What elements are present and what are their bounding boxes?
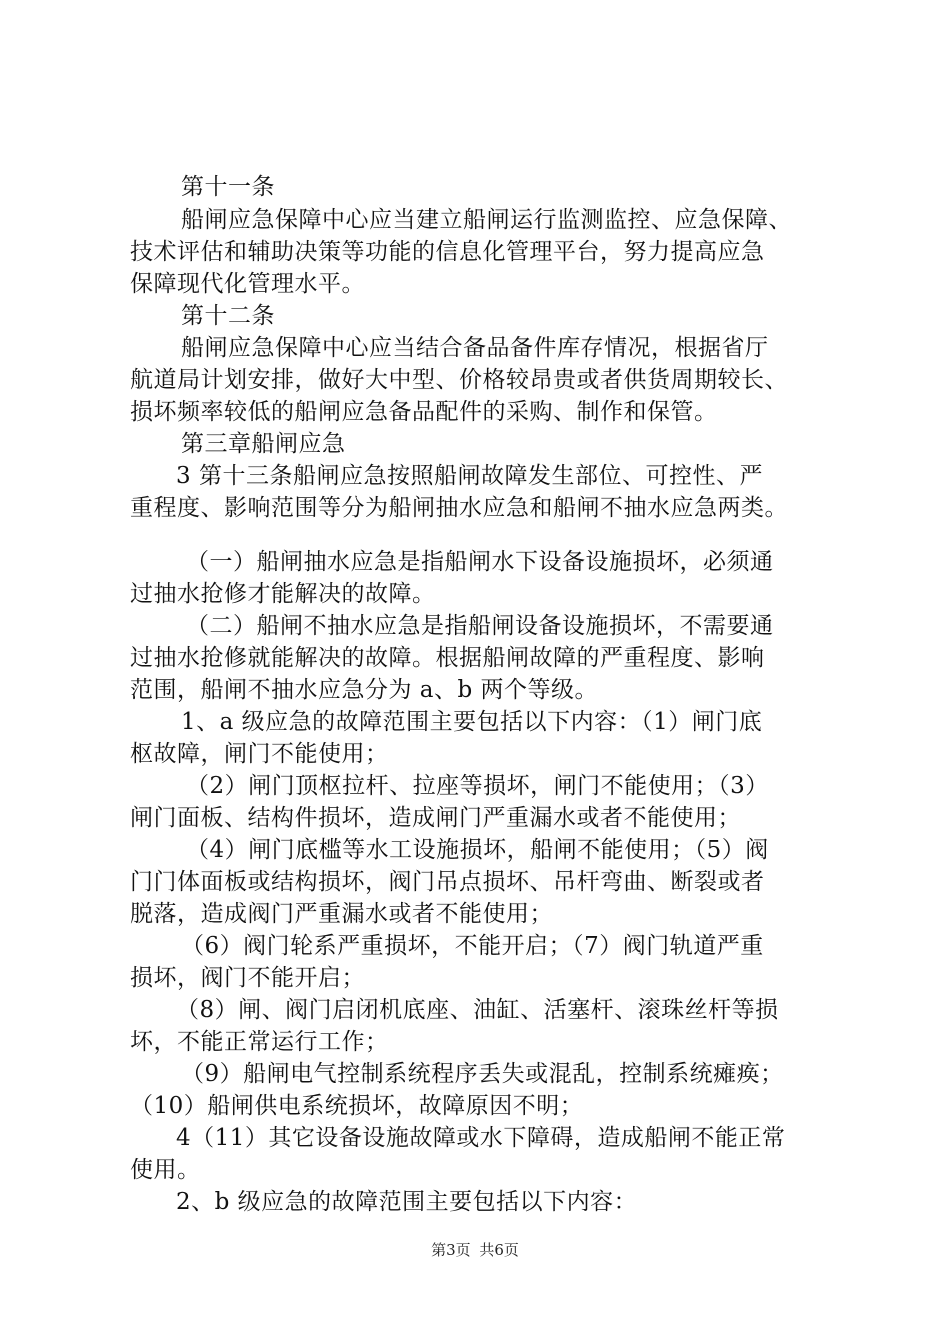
text-line: （10）船闸供电系统损坏，故障原因不明； [130,1093,584,1119]
text-line: 重程度、影响范围等分为船闸抽水应急和船闸不抽水应急两类。 [130,495,788,521]
text-line: 技术评估和辅助决策等功能的信息化管理平台，努力提高应急 [130,239,765,265]
text-line: 3 第十三条船闸应急按照船闸故障发生部位、可控性、严 [176,463,763,489]
text-line: 闸门面板、结构件损坏，造成闸门严重漏水或者不能使用； [130,805,741,831]
text-line: 门门体面板或结构损坏，阀门吊点损坏、吊杆弯曲、断裂或者 [130,869,765,895]
text-line: （2）闸门顶枢拉杆、拉座等损坏，闸门不能使用；（3） [186,773,769,799]
text-line: 枢故障，闸门不能使用； [130,741,389,767]
text-line: 航道局计划安排，做好大中型、价格较昂贵或者供货周期较长、 [130,367,788,393]
text-line: 船闸应急保障中心应当建立船闸运行监测监控、应急保障、 [181,207,792,233]
page-footer [0,1240,950,1260]
text-line: 范围，船闸不抽水应急分为 a、b 两个等级。 [130,677,599,703]
text-line: 过抽水抢修就能解决的故障。根据船闸故障的严重程度、影响 [130,645,765,671]
text-line: 损坏，阀门不能开启； [130,965,365,991]
page-total: 共6页 [479,1241,519,1259]
text-line: （6）阀门轮系严重损坏，不能开启；（7）阀门轨道严重 [181,933,764,959]
text-line: 1、a 级应急的故障范围主要包括以下内容：（1）闸门底 [181,709,763,735]
text-line: 第十二条 [181,303,275,329]
text-line: （二）船闸不抽水应急是指船闸设备设施损坏，不需要通 [186,613,774,639]
text-line: （8）闸、阀门启闭机底座、油缸、活塞杆、滚珠丝杆等损 [176,997,779,1023]
text-line: 第三章船闸应急 [181,431,346,457]
text-line: 损坏频率较低的船闸应急备品配件的采购、制作和保管。 [130,399,718,425]
text-line: 船闸应急保障中心应当结合备品备件库存情况，根据省厅 [181,335,769,361]
text-line: 使用。 [130,1157,201,1183]
text-line: 4（11）其它设备设施故障或水下障碍，造成船闸不能正常 [176,1125,786,1151]
text-line: 第十一条 [181,174,275,200]
text-line: （9）船闸电气控制系统程序丢失或混乱，控制系统瘫痪； [181,1061,784,1087]
text-line: 过抽水抢修才能解决的故障。 [130,581,436,607]
page-number: 第3页 [431,1241,471,1259]
text-line: 坏，不能正常运行工作； [130,1029,389,1055]
text-line: 脱落，造成阀门严重漏水或者不能使用； [130,901,553,927]
text-line: 保障现代化管理水平。 [130,271,365,297]
text-line: （一）船闸抽水应急是指船闸水下设备设施损坏，必须通 [186,549,774,575]
text-line: （4）闸门底槛等水工设施损坏，船闸不能使用；（5）阀 [186,837,769,863]
text-line: 2、b 级应急的故障范围主要包括以下内容： [176,1189,638,1215]
